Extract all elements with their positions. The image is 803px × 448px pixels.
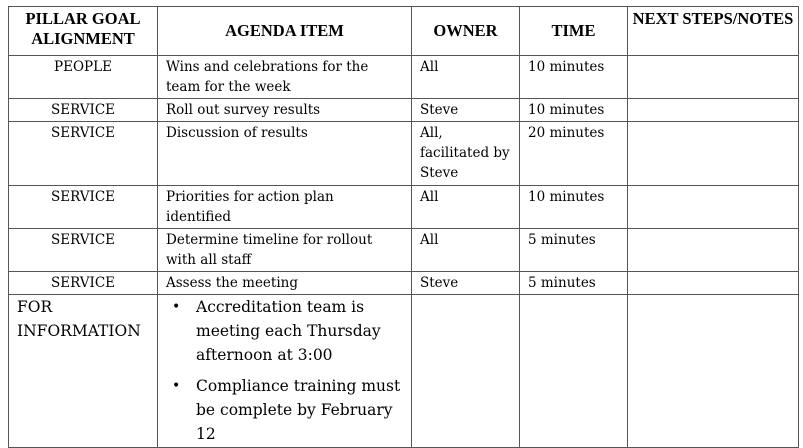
agenda-table [8,6,799,448]
info-items-cell [158,295,412,448]
table-row [9,56,799,99]
owner-cell: All [412,229,520,272]
table-row [9,272,799,295]
table-row [9,122,799,186]
info-item-text: Compliance training must be complete by February 12 [196,377,401,443]
agenda-cell: Discussion of results [158,122,412,186]
header-row [9,7,799,56]
notes-cell [628,272,799,295]
pillar-cell: SERVICE [9,186,158,229]
agenda-cell: Assess the meeting [158,272,412,295]
owner-cell: All, facilitated by Steve [412,122,520,186]
owner-cell: Steve [412,272,520,295]
info-item-text: Accreditation team is meeting each Thursday afternoon at 3:00 [196,298,381,364]
owner-cell: All [412,186,520,229]
table-row [9,186,799,229]
header-pillar: PILLAR GOAL ALIGNMENT [9,7,158,56]
list-item [166,295,403,367]
info-row [9,295,799,448]
agenda-cell: Wins and celebrations for the team for the week [158,56,412,99]
agenda-cell: Determine timeline for rollout with all staff [158,229,412,272]
list-item [166,374,403,446]
info-label: FOR INFORMATION [9,295,158,448]
time-cell: 5 minutes [520,229,628,272]
pillar-cell: SERVICE [9,229,158,272]
notes-cell [628,186,799,229]
header-owner: OWNER [412,7,520,56]
time-cell: 10 minutes [520,56,628,99]
bullet-icon: • [172,299,181,315]
info-bullet-list [166,295,403,446]
info-notes-cell [628,295,799,448]
time-cell: 10 minutes [520,99,628,122]
notes-cell [628,99,799,122]
notes-cell [628,229,799,272]
notes-cell [628,56,799,99]
header-notes: NEXT STEPS/NOTES [628,7,799,56]
table-row [9,229,799,272]
time-cell: 20 minutes [520,122,628,186]
agenda-cell: Priorities for action plan identified [158,186,412,229]
header-time: TIME [520,7,628,56]
owner-cell: All [412,56,520,99]
table-row [9,99,799,122]
info-time-cell [520,295,628,448]
agenda-cell: Roll out survey results [158,99,412,122]
owner-cell: Steve [412,99,520,122]
pillar-cell: SERVICE [9,122,158,186]
pillar-cell: SERVICE [9,99,158,122]
notes-cell [628,122,799,186]
time-cell: 10 minutes [520,186,628,229]
header-agenda: AGENDA ITEM [158,7,412,56]
bullet-icon: • [172,378,181,394]
time-cell: 5 minutes [520,272,628,295]
info-owner-cell [412,295,520,448]
pillar-cell: PEOPLE [9,56,158,99]
pillar-cell: SERVICE [9,272,158,295]
